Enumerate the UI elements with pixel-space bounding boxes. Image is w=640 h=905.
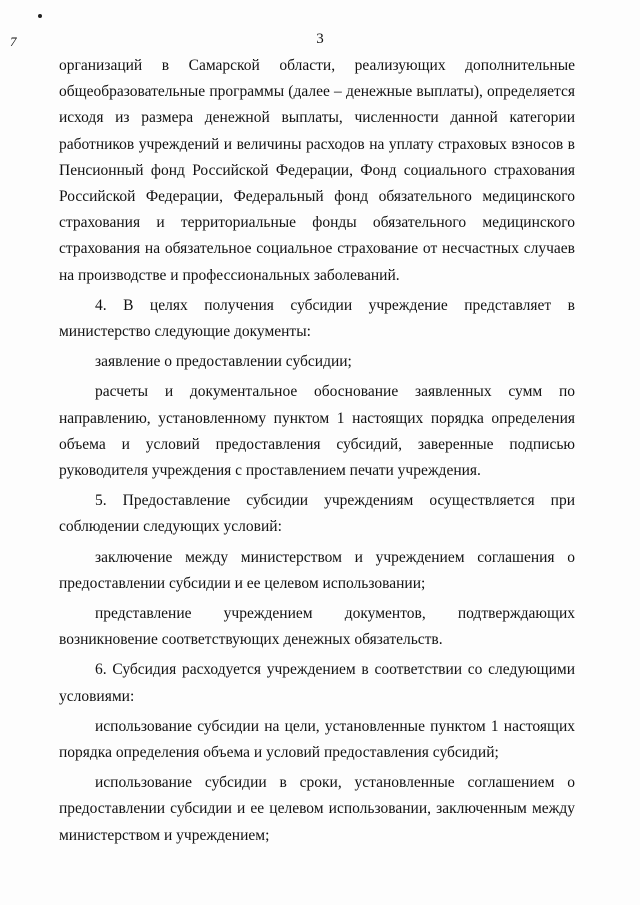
document-body	[59, 53, 575, 849]
margin-handwritten-mark: 7	[10, 34, 17, 49]
paragraph-purpose: использование субсидии на цели, установленные пунктом 1 настоящих порядка определения объема и условий предоставления субсидий;	[59, 717, 575, 762]
paragraph-calculations: расчеты и документальное обоснование заявленных сумм по направлению, установленному пунктом 1 настоящих порядка определения объема и условий предоставления субсидий, заверенные подписью руководителя учреждения с проставлением печати учреждения.	[59, 383, 575, 480]
scan-dot-mark	[38, 14, 42, 18]
paragraph-continuation: организаций в Самарской области, реализующих дополнительные общеобразовательные программы (далее – денежные выплаты), определяется исходя из размера денежной выплаты, численности данной категории работников учреждений и величины расходов на уплату страховых взносов в Пенсионный фонд Российской Федерации, Фонд социального страхования Российской Федерации, Федеральный фонд обязательного медицинского страхования и территориальные фонды обязательного медицинского страхования на обязательное социальное страхование от несчастных случаев на производстве и профессиональных заболеваний.	[59, 57, 575, 284]
paragraph-documents: представление учреждением документов, подтверждающих возникновение соответствующих денежных обязательств.	[59, 605, 575, 649]
paragraph-agreement: заключение между министерством и учреждением соглашения о предоставлении субсидии и ее целевом использовании;	[59, 548, 575, 592]
paragraph-item-4: 4. В целях получения субсидии учреждение представляет в министерство следующие документы:	[59, 296, 575, 341]
page-number: 3	[316, 31, 324, 47]
paragraph-item-5: 5. Предоставление субсидии учреждениям осуществляется при соблюдении следующих условий:	[59, 492, 575, 536]
paragraph-item-6: 6. Субсидия расходуется учреждением в соответствии со следующими условиями:	[59, 661, 575, 705]
paragraph-application: заявление о предоставлении субсидии;	[95, 353, 352, 371]
paragraph-terms: использование субсидии в сроки, установленные соглашением о предоставлении субсидии и ее целевом использовании, заключенным между министерством и учреждением;	[59, 774, 575, 844]
